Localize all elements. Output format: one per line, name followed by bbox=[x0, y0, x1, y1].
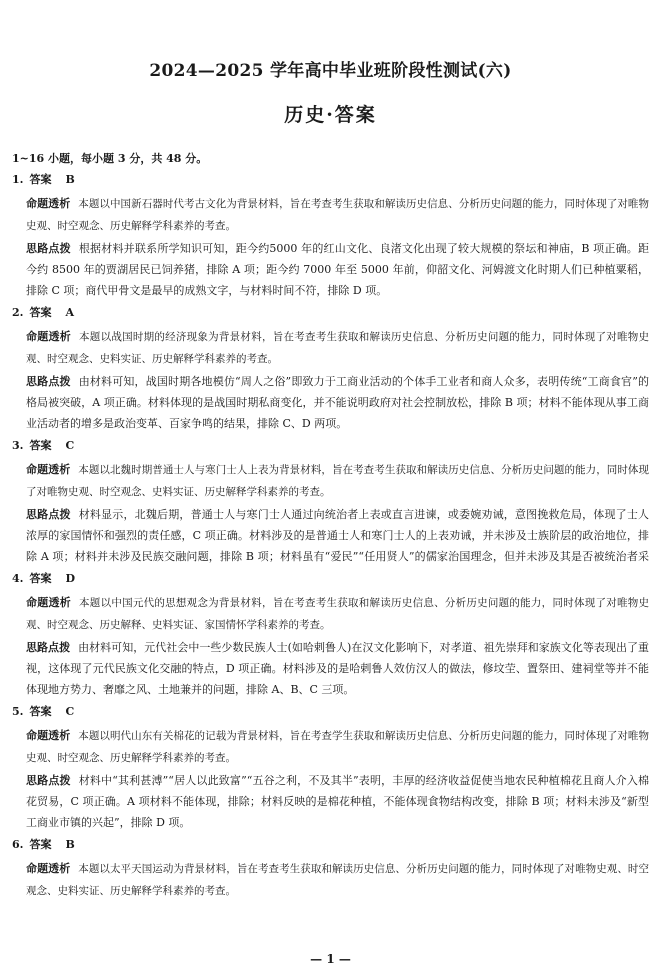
page-number: — 1 — bbox=[310, 952, 351, 966]
analysis-text bbox=[12, 326, 649, 368]
answer-label: 答案 bbox=[29, 705, 52, 718]
answer-choice: C bbox=[65, 439, 75, 452]
answer-label: 答案 bbox=[29, 838, 52, 851]
analysis-text-body: 本题以中国元代的思想观念为背景材料，旨在考查考生获取和解读历史信息、分析历史问题的能力，同时体现了对唯物史观、时空观念、历史解释、史料实证、家国情怀学科素养的考查。 bbox=[26, 597, 649, 631]
page-subtitle: 历史·答案 bbox=[284, 104, 377, 126]
question-number: 1. bbox=[12, 173, 24, 186]
question-item bbox=[12, 570, 649, 700]
scoring-intro: 1~16 小题，每小题 3 分，共 48 分。 bbox=[12, 152, 208, 165]
question-header bbox=[12, 703, 649, 721]
questions-list bbox=[12, 171, 649, 903]
question-number: 4. bbox=[12, 572, 24, 585]
analysis-text bbox=[12, 725, 649, 767]
hint-text-body: 材料显示，北魏后期，普通士人与寒门士人通过向统治者上表或直言进谏，或委婉劝诫，意图挽救危局，体现了士人浓厚的家国情怀和强烈的责任感，C 项正确。材料涉及的是普通士人和寒门士人的上表劝诫，并未涉及士族阶层的政治地位，排除 A 项；材料并未涉及民族交融问题，排除 B 项；材料虽有“爱民”“任用贤人”的儒家治国理念，但并未涉及其是否被统治者采 bbox=[26, 508, 649, 563]
answer-choice: B bbox=[65, 838, 75, 851]
analysis-text-body: 本题以中国新石器时代考古文化为背景材料，旨在考查考生获取和解读历史信息、分析历史问题的能力，同时体现了对唯物史观、时空观念、历史解释学科素养的考查。 bbox=[26, 198, 649, 232]
hint-text-label: 思路点拨 bbox=[26, 375, 71, 388]
hint-text bbox=[12, 770, 649, 833]
question-item bbox=[12, 171, 649, 301]
hint-text bbox=[12, 637, 649, 700]
hint-text-label: 思路点拨 bbox=[26, 242, 71, 255]
analysis-text-body: 本题以明代山东有关棉花的记载为背景材料，旨在考查学生获取和解读历史信息、分析历史问题的能力，同时体现了对唯物史观、时空观念、历史解释学科素养的考查。 bbox=[26, 730, 649, 764]
question-number: 2. bbox=[12, 306, 24, 319]
analysis-text bbox=[12, 459, 649, 501]
question-header bbox=[12, 437, 649, 455]
question-header bbox=[12, 171, 649, 189]
hint-text-label: 思路点拨 bbox=[26, 774, 71, 787]
hint-text-label: 思路点拨 bbox=[26, 508, 71, 521]
answer-choice: C bbox=[65, 705, 75, 718]
question-item bbox=[12, 437, 649, 567]
analysis-text bbox=[12, 858, 649, 900]
answer-label: 答案 bbox=[29, 439, 52, 452]
hint-text-body: 由材料可知，元代社会中一些少数民族人士(如哈剌鲁人)在汉文化影响下，对孝道、祖先崇拜和家族文化等表现出了重视，这体现了元代民族文化交融的特点，D 项正确。材料涉及的是哈剌鲁人效仿汉人的做法，修坟茔、置祭田、建祠堂等并不能体现地方势力、奢靡之风、土地兼并的问题，排除 A、B、C 三项。 bbox=[26, 641, 649, 696]
hint-text bbox=[12, 371, 649, 434]
answer-label: 答案 bbox=[29, 306, 52, 319]
hint-text-body: 由材料可知，战国时期各地模仿“周人之俗”即致力于工商业活动的个体手工业者和商人众多，表明传统“工商食官”的格局被突破，A 项正确。材料体现的是战国时期私商变化，并不能说明政府对社会控制放松，排除 B 项；材料不能体现从事工商业活动者的增多是政治变革、百家争鸣的结果，排除 C、D 两项。 bbox=[26, 375, 649, 430]
analysis-text bbox=[12, 592, 649, 634]
analysis-text-label: 命题透析 bbox=[26, 596, 72, 609]
question-header bbox=[12, 304, 649, 322]
question-number: 3. bbox=[12, 439, 24, 452]
analysis-text-label: 命题透析 bbox=[26, 197, 71, 210]
question-item bbox=[12, 304, 649, 434]
hint-text-body: 材料中“其利甚溥”“居人以此致富”“五谷之利，不及其半”表明，丰厚的经济收益促使当地农民种植棉花且商人介入棉花贸易，C 项正确。A 项材料不能体现，排除；材料反映的是棉花种植，不能体现食物结构改变，排除 B 项；材料未涉及“新型工商业市镇的兴起”，排除 D 项。 bbox=[26, 774, 649, 829]
answer-label: 答案 bbox=[29, 572, 52, 585]
analysis-text-label: 命题透析 bbox=[26, 330, 72, 343]
question-header bbox=[12, 570, 649, 588]
page-title: 2024—2025 学年高中毕业班阶段性测试(六) bbox=[149, 61, 512, 81]
hint-text bbox=[12, 504, 649, 567]
analysis-text-body: 本题以战国时期的经济现象为背景材料，旨在考查考生获取和解读历史信息、分析历史问题的能力，同时体现了对唯物史观、时空观念、史料实证、历史解释学科素养的考查。 bbox=[26, 331, 649, 365]
analysis-text bbox=[12, 193, 649, 235]
analysis-text-body: 本题以北魏时期普通士人与寒门士人上表为背景材料，旨在考查考生获取和解读历史信息、分析历史问题的能力，同时体现了对唯物史观、时空观念、史料实证、历史解释学科素养的考查。 bbox=[26, 464, 649, 498]
question-item bbox=[12, 703, 649, 833]
question-item bbox=[12, 836, 649, 900]
analysis-text-label: 命题透析 bbox=[26, 862, 71, 875]
analysis-text-label: 命题透析 bbox=[26, 463, 71, 476]
analysis-text-body: 本题以太平天国运动为背景材料，旨在考查考生获取和解读历史信息、分析历史问题的能力，同时体现了对唯物史观、时空观念、史料实证、历史解释学科素养的考查。 bbox=[26, 863, 649, 897]
answer-choice: B bbox=[65, 173, 75, 186]
answer-choice: A bbox=[65, 306, 75, 319]
analysis-text-label: 命题透析 bbox=[26, 729, 71, 742]
hint-text-body: 根据材料并联系所学知识可知，距今约5000 年的红山文化、良渚文化出现了较大规模的祭坛和神庙，B 项正确。距今约 8500 年的贾湖居民已饲养猪，排除 A 项；距今约 7000 年至 5000 年前，仰韶文化、河姆渡文化时期人们已种植粟稻，排除 C 项；商代甲骨文是最早的成熟文字，与材料时间不符，排除 D 项。 bbox=[26, 242, 649, 297]
hint-text-label: 思路点拨 bbox=[26, 641, 71, 654]
hint-text bbox=[12, 238, 649, 301]
question-header bbox=[12, 836, 649, 854]
question-number: 5. bbox=[12, 705, 24, 718]
question-number: 6. bbox=[12, 838, 24, 851]
answer-label: 答案 bbox=[29, 173, 52, 186]
answer-choice: D bbox=[65, 572, 76, 585]
